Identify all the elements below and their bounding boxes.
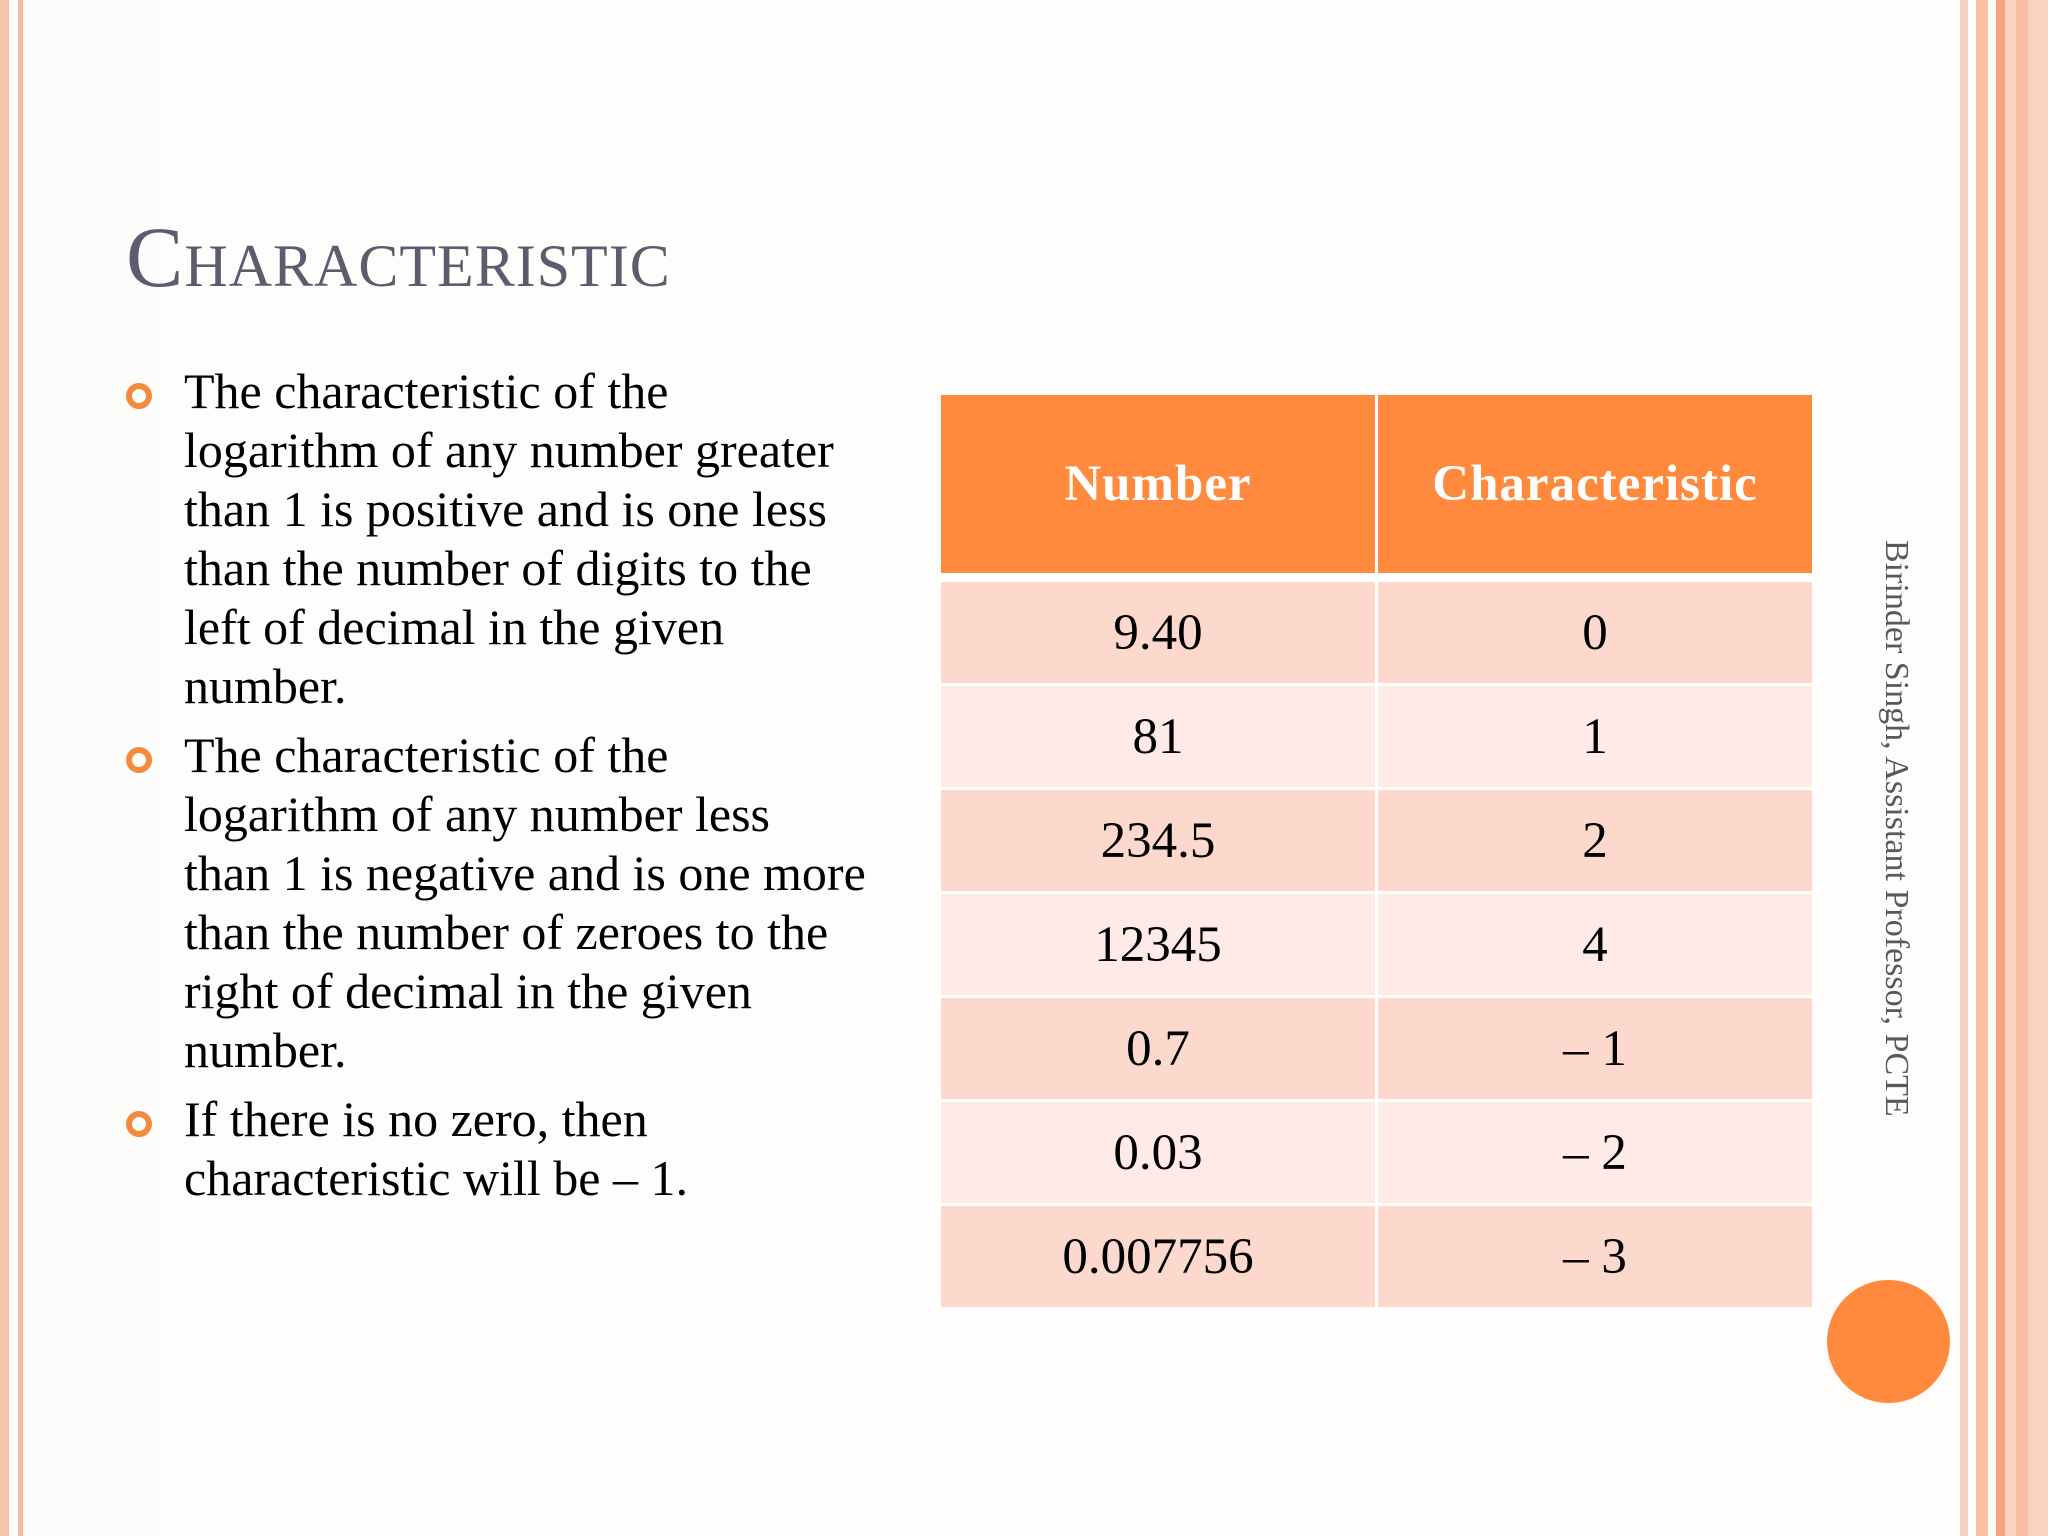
table-cell-number: 234.5	[940, 789, 1377, 893]
table-header-characteristic: Characteristic	[1377, 394, 1814, 575]
bullet-text: The characteristic of the logarithm of any number greater than 1 is positive and is one less than the number of digits to the left of decimal in the given number.	[184, 363, 834, 714]
table-cell-number: 0.7	[940, 997, 1377, 1101]
table-cell-number: 12345	[940, 893, 1377, 997]
table-cell-characteristic: 1	[1377, 685, 1814, 789]
table-cell-characteristic: 4	[1377, 893, 1814, 997]
circle-bullet-icon	[126, 747, 152, 773]
circle-bullet-icon	[126, 383, 152, 409]
bullet-text: If there is no zero, then characteristic will be – 1.	[184, 1091, 688, 1206]
right-decorative-stripe	[1996, 0, 2005, 1536]
table-row	[940, 685, 1814, 789]
table-header-row	[940, 394, 1814, 575]
circle-bullet-icon	[126, 1111, 152, 1137]
table-row	[940, 581, 1814, 685]
bullet-item	[126, 1090, 866, 1208]
table-cell-number: 81	[940, 685, 1377, 789]
right-decorative-stripe	[1960, 0, 1968, 1536]
table-row	[940, 893, 1814, 997]
table-row	[940, 1205, 1814, 1309]
bullet-item	[126, 726, 866, 1080]
table-cell-number: 9.40	[940, 581, 1377, 685]
characteristic-table	[938, 392, 1815, 1310]
table-row	[940, 1101, 1814, 1205]
table-header-number: Number	[940, 394, 1377, 575]
table-cell-characteristic: 0	[1377, 581, 1814, 685]
table-cell-characteristic: – 2	[1377, 1101, 1814, 1205]
table-cell-number: 0.007756	[940, 1205, 1377, 1309]
bullet-item	[126, 362, 866, 716]
right-decorative-stripe	[1976, 0, 1988, 1536]
table-cell-characteristic: – 1	[1377, 997, 1814, 1101]
slide-title: Characteristic	[126, 209, 671, 305]
table-row	[940, 997, 1814, 1101]
decorative-orange-circle	[1827, 1280, 1950, 1403]
footer-credit: Birinder Singh, Assistant Professor, PCTE	[1878, 540, 1915, 1117]
left-decorative-stripe	[0, 0, 9, 1536]
table-cell-number: 0.03	[940, 1101, 1377, 1205]
table-cell-characteristic: 2	[1377, 789, 1814, 893]
bullet-text: The characteristic of the logarithm of any number less than 1 is negative and is one more than the number of zeroes to the right of decimal in the given number.	[184, 727, 866, 1078]
right-decorative-stripe	[2016, 0, 2028, 1536]
bullet-list	[126, 362, 866, 1218]
table-row	[940, 789, 1814, 893]
table-cell-characteristic: – 3	[1377, 1205, 1814, 1309]
